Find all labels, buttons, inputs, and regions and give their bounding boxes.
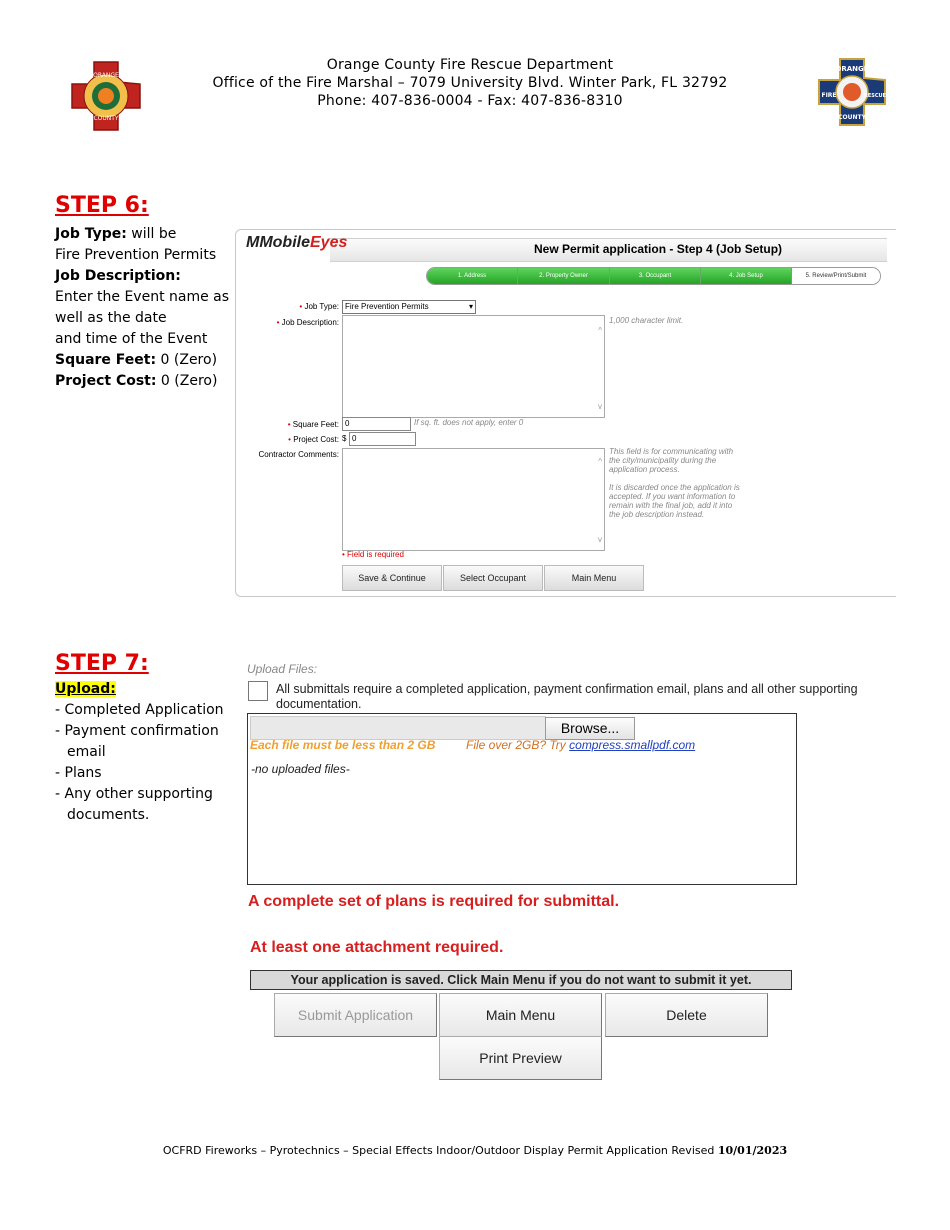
compress-link[interactable]: compress.smallpdf.com xyxy=(569,738,696,752)
comments-hint-1: This field is for communicating with the city/municipality during the application process. xyxy=(609,447,734,474)
attachment-required-warning: At least one attachment required. xyxy=(250,939,504,956)
seal-right-rescue-text: RESCUE xyxy=(863,93,887,99)
main-menu-button[interactable]: Main Menu xyxy=(439,993,602,1037)
job-description-textarea[interactable] xyxy=(342,315,605,418)
upload-item-3: - Plans xyxy=(55,765,102,781)
upload-note-label: Upload: xyxy=(55,681,116,697)
file-over-hint: File over 2GB? Try compress.smallpdf.com xyxy=(466,738,696,752)
revision-date: 10/01/2023 xyxy=(717,1144,788,1157)
select-occupant-button[interactable]: Select Occupant xyxy=(443,565,543,591)
upload-item-2-cont: email xyxy=(67,744,106,760)
square-feet-hint: If sq. ft. does not apply, enter 0 xyxy=(414,418,524,427)
project-cost-input[interactable]: 0 xyxy=(349,432,416,446)
submit-application-button[interactable]: Submit Application xyxy=(274,993,437,1037)
fire-department-seal-left xyxy=(70,60,142,132)
phone-fax: Phone: 407-836-0004 - Fax: 407-836-8310 xyxy=(317,93,623,109)
upload-item-1: - Completed Application xyxy=(55,702,224,718)
panel-title: New Permit application - Step 4 (Job Setup) xyxy=(534,242,783,256)
contractor-comments-label: Contractor Comments: xyxy=(258,450,339,459)
no-files-message: -no uploaded files- xyxy=(251,762,350,776)
department-name: Orange County Fire Rescue Department xyxy=(326,57,614,73)
step-job-setup[interactable]: 4. Job Setup xyxy=(701,268,792,284)
step-7-title: STEP 7: xyxy=(55,651,149,676)
save-continue-button[interactable]: Save & Continue xyxy=(342,565,442,591)
file-size-limit: Each file must be less than 2 GB xyxy=(250,738,436,752)
job-desc-note-label: Job Description: xyxy=(55,268,181,284)
delete-button[interactable]: Delete xyxy=(605,993,768,1037)
step-address[interactable]: 1. Address xyxy=(427,268,518,284)
upload-item-4: - Any other supporting xyxy=(55,786,213,802)
step-7-instructions xyxy=(55,679,240,826)
print-preview-button[interactable]: Print Preview xyxy=(439,1036,602,1080)
job-desc-note-line1: Enter the Event name as xyxy=(55,289,230,305)
browse-button[interactable]: Browse... xyxy=(545,717,635,740)
step-review-submit[interactable]: 5. Review/Print/Submit xyxy=(792,268,880,284)
upload-item-2: - Payment confirmation xyxy=(55,723,219,739)
job-type-note-label: Job Type: xyxy=(55,226,127,242)
job-description-label: • Job Description: xyxy=(276,318,339,327)
seal-left-bottom-text: COUNTY xyxy=(93,115,119,122)
letterhead xyxy=(180,56,760,110)
submittals-checkbox[interactable] xyxy=(248,681,268,701)
job-type-select[interactable]: Fire Prevention Permits ▾ xyxy=(342,300,476,314)
submittals-checkbox-label: All submittals require a completed application, payment confirmation email, plans and all other supporting documentation. xyxy=(276,682,858,711)
seal-right-top-text: ORANGE xyxy=(835,65,869,73)
textarea-scrollbar[interactable]: ^ v xyxy=(598,326,602,411)
main-menu-button-top[interactable]: Main Menu xyxy=(544,565,644,591)
office-address: Office of the Fire Marshal – 7079 University Blvd. Winter Park, FL 32792 xyxy=(212,75,728,91)
step-6-instructions xyxy=(55,224,235,392)
job-type-label: • Job Type: xyxy=(299,302,339,311)
plans-required-warning: A complete set of plans is required for submittal. xyxy=(248,893,620,910)
step-occupant[interactable]: 3. Occupant xyxy=(610,268,701,284)
job-type-note-value: Fire Prevention Permits xyxy=(55,247,217,263)
step-6-title: STEP 6: xyxy=(55,193,149,218)
contractor-comments-textarea[interactable] xyxy=(342,448,605,551)
required-note: • Field is required xyxy=(342,550,404,559)
chevron-down-icon: ▾ xyxy=(468,302,473,311)
progress-steps xyxy=(426,267,881,285)
square-feet-label: • Square Feet: xyxy=(287,420,339,429)
sqft-note-value: 0 (Zero) xyxy=(156,352,218,368)
seal-right-county-text: COUNTY xyxy=(838,114,866,121)
file-path-input[interactable] xyxy=(250,716,546,740)
job-type-note-text: will be xyxy=(126,226,177,242)
upload-files-label: Upload Files: xyxy=(247,662,318,676)
square-feet-input[interactable]: 0 xyxy=(342,417,411,431)
seal-right-fire-text: FIRE xyxy=(821,92,837,99)
cost-currency: $ xyxy=(342,434,347,443)
saved-status-bar: Your application is saved. Click Main Menu if you do not want to submit it yet. xyxy=(250,970,792,990)
mobile-eyes-logo: MMobileEyes xyxy=(246,234,348,251)
fire-rescue-seal-right xyxy=(817,57,887,127)
document-footer: OCFRD Fireworks – Pyrotechnics – Special Effects Indoor/Outdoor Display Permit Application Revised 10/01/2023 xyxy=(162,1144,788,1157)
project-cost-label: • Project Cost: xyxy=(288,435,339,444)
cost-note-value: 0 (Zero) xyxy=(156,373,218,389)
step-property-owner[interactable]: 2. Property Owner xyxy=(518,268,610,284)
char-limit-hint: 1,000 character limit. xyxy=(609,316,684,325)
cost-note-label: Project Cost: xyxy=(55,373,157,389)
sqft-note-label: Square Feet: xyxy=(55,352,157,368)
seal-left-top-text: ORANGE xyxy=(93,72,119,79)
comments-scrollbar[interactable]: ^ v xyxy=(598,457,602,544)
upload-item-4-cont: documents. xyxy=(67,807,150,823)
comments-hint-2: It is discarded once the application is accepted. If you want information to remain with the final job, add it into the job description instead. xyxy=(609,483,740,519)
job-desc-note-line2: well as the date xyxy=(55,310,167,326)
job-desc-note-line3: and time of the Event xyxy=(55,331,208,347)
